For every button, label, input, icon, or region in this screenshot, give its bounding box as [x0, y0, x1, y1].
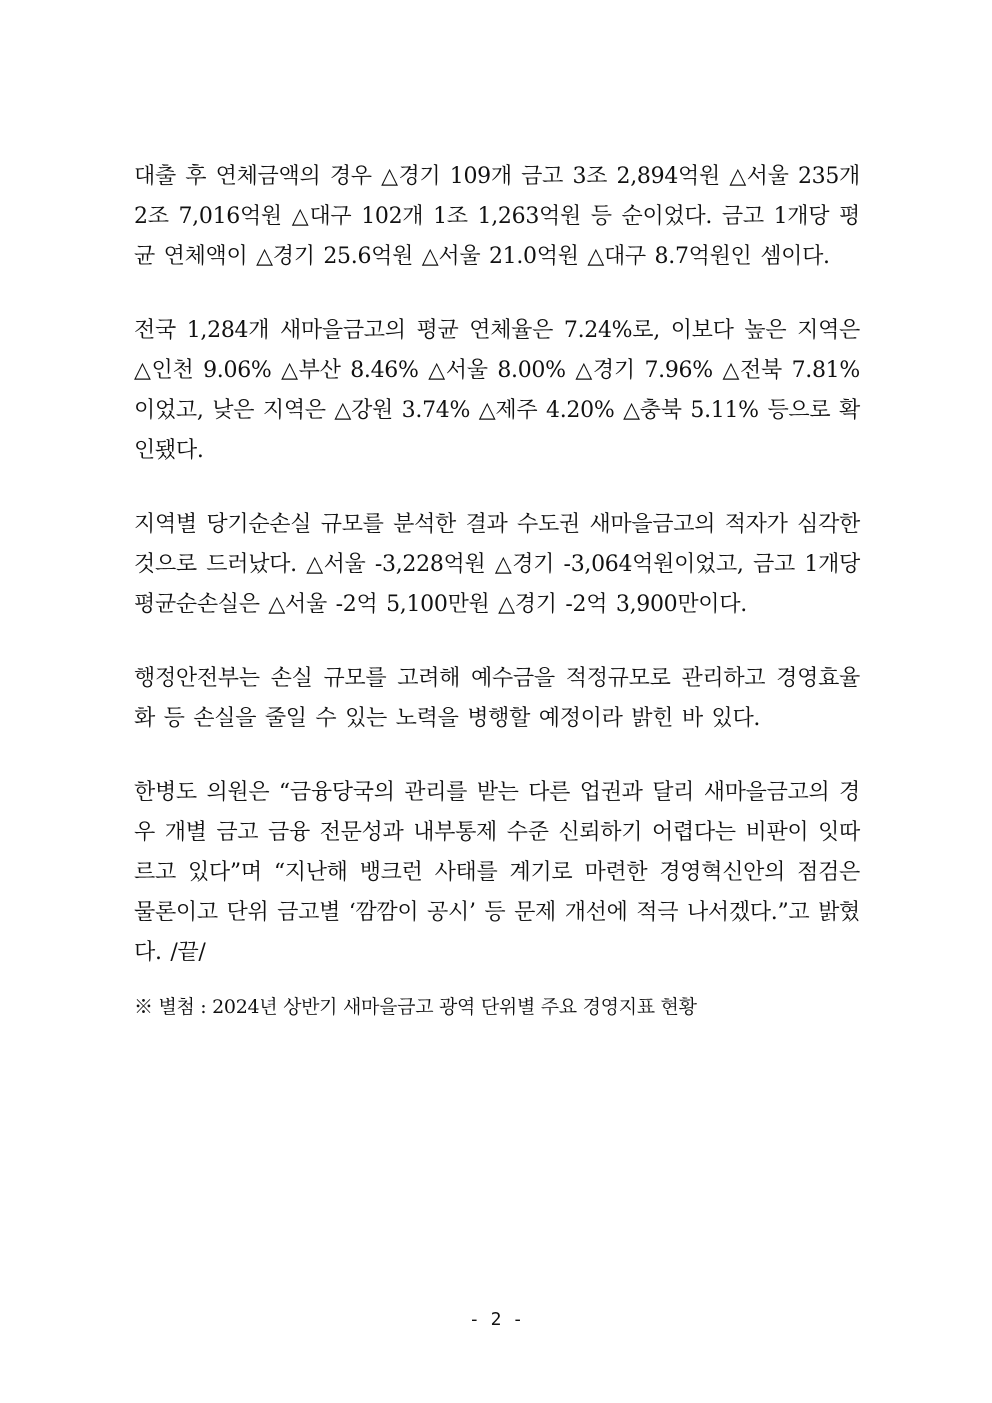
- paragraph-net-loss: 지역별 당기순손실 규모를 분석한 결과 수도권 새마을금고의 적자가 심각한 것으로 드러났다. △서울 -3,228억원 △경기 -3,064억원이었고, 금고 1개당 평균순손실은 △서울 -2억 5,100만원 △경기 -2억 3,900만이다.: [134, 512, 860, 617]
- paragraph-overdue-amount: 대출 후 연체금액의 경우 △경기 109개 금고 3조 2,894억원 △서울 235개 2조 7,016억원 △대구 102개 1조 1,263억원 등 순이었다. 금고 1개당 평균 연체액이 △경기 25.6억원 △서울 21.0억원 △대구 8.7억원인 셈이다.: [134, 164, 860, 269]
- paragraph-delinquency-rate: 전국 1,284개 새마을금고의 평균 연체율은 7.24%로, 이보다 높은 지역은 △인천 9.06% △부산 8.46% △서울 8.00% △경기 7.96% △전북 7.81%이었고, 낮은 지역은 △강원 3.74% △제주 4.20% △충북 5.11% 등으로 확인됐다.: [134, 318, 860, 463]
- paragraph-lawmaker-quote: 한병도 의원은 “금융당국의 관리를 받는 다른 업권과 달리 새마을금고의 경우 개별 금고 금융 전문성과 내부통제 수준 신뢰하기 어렵다는 비판이 잇따르고 있다”며 “지난해 뱅크런 사태를 계기로 마련한 경영혁신안의 점검은 물론이고 단위 금고별 ‘깜깜이 공시’ 등 문제 개선에 적극 나서겠다.”고 밝혔다. /끝/: [134, 780, 860, 965]
- document-body: [134, 157, 860, 1023]
- attachment-note: ※ 별첨 : 2024년 상반기 새마을금고 광역 단위별 주요 경영지표 현황: [134, 996, 697, 1018]
- page-number: - 2 -: [468, 1309, 524, 1330]
- paragraph-ministry-response: 행정안전부는 손실 규모를 고려해 예수금을 적정규모로 관리하고 경영효율화 등 손실을 줄일 수 있는 노력을 병행할 예정이라 밝힌 바 있다.: [134, 666, 860, 731]
